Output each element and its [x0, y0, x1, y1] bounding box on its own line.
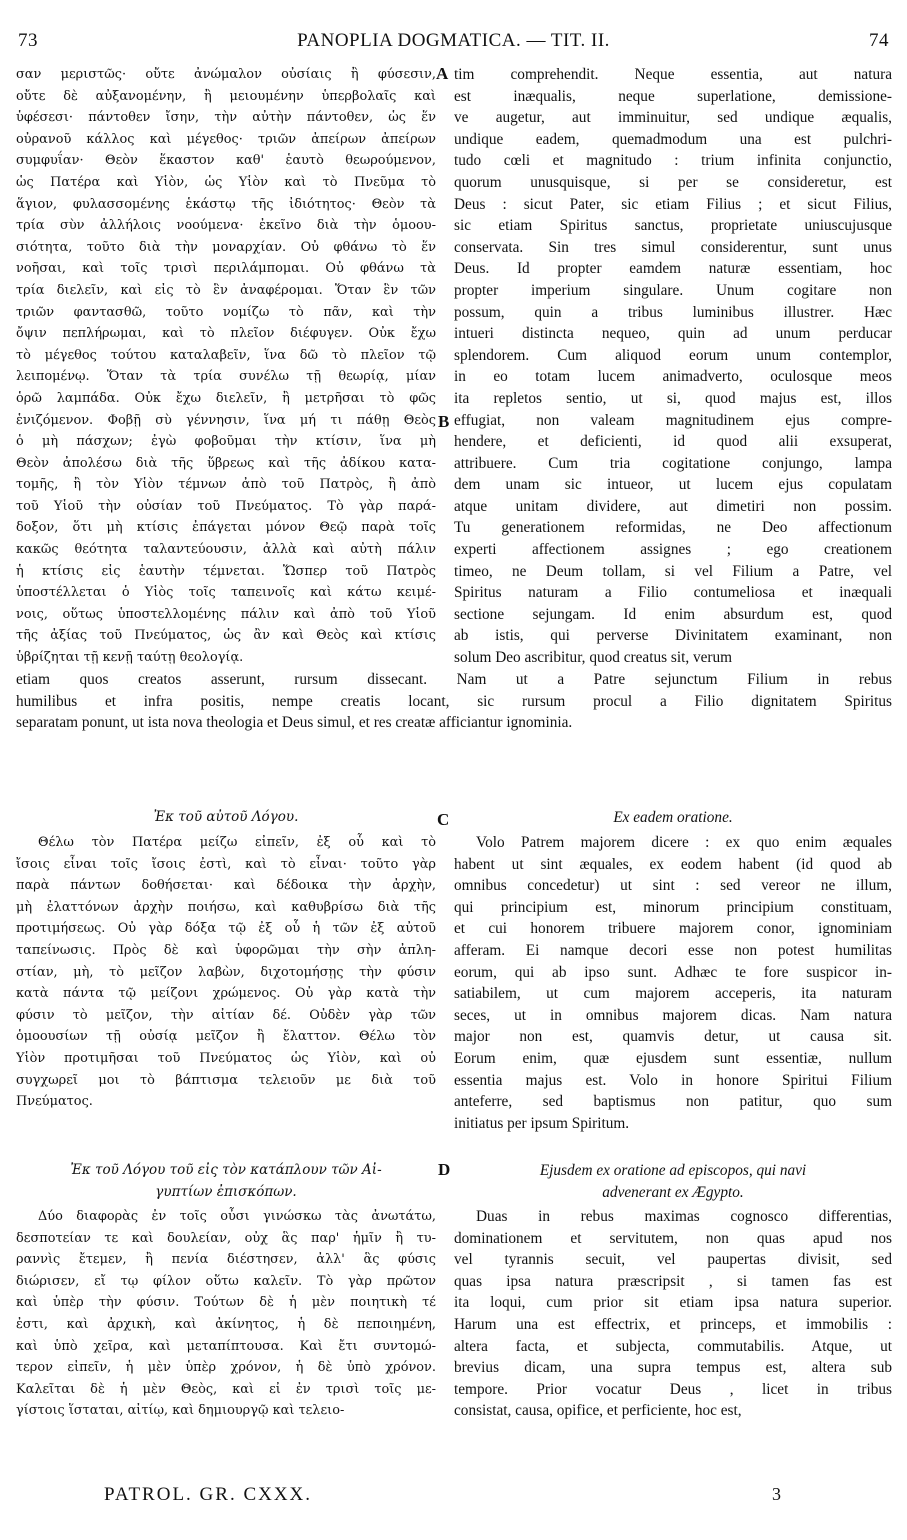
greek-line: δεσποτείαν τε καὶ δουλείαν, οὐχ ἃς παρ' ἡμῖν ἢ τυ- — [16, 1230, 436, 1246]
greek-line: ὡς Πατέρα καὶ Υἱὸν, ὡς Υἱὸν καὶ τὸ Πνεῦμα τὸ — [16, 174, 436, 190]
latin-line: vel tyrannis secuit, vel paupertas divisit, sed — [454, 1251, 892, 1269]
latin-line: undique eadem, quemadmodum una est pulchri- — [454, 130, 892, 148]
latin-line: timeo, ne Deum tollam, si vel Filium a Patre, vel — [454, 562, 892, 580]
greek-line: Θέλω τὸν Πατέρα μείζω εἰπεῖν, ἐξ οὗ καὶ τὸ — [38, 835, 436, 850]
greek-line: παρὰ πάντων δοθήσεται· καὶ δέδοικα τὴν ἀρχὴν, — [16, 878, 436, 894]
greek-line: κατὰ πάντα τῷ μείζονι χρώμενος. Οὐ γὰρ κατὰ τὴν — [16, 986, 436, 1002]
latin-line: consistat, causa, opifice, et perficiente, hoc est, — [454, 1402, 742, 1420]
greek-line: ταπείνωσις. Πρὸς δὲ καὶ ὑφορῶμαι τὴν σὴν ἀπλη- — [16, 942, 436, 958]
latin-line: ve augetur, aut imminuitur, sed undique æqualis, — [454, 109, 892, 127]
latin-line: eorum, qui ab ipso sunt. Adhæc te fore suspicor in- — [454, 963, 892, 981]
greek-line: καὶ ὑπὸ χεῖρα, καὶ μεταπίπτουσα. Καὶ ἔτι συντομώ- — [16, 1338, 436, 1354]
greek-heading-line: γυπτίων ἐπισκόπων. — [155, 1183, 297, 1200]
latin-line: effugiat, non valeam magnitudinem ejus compre- — [454, 411, 892, 429]
latin-line: humilibus et infra positis, nempe creatis locant, sic rursum procul a Filio dignitatem Spiritus — [16, 692, 892, 710]
latin-line: etiam quos creatos asserunt, rursum dissecant. Nam ut a Patre sejunctum Filium in rebus — [16, 671, 892, 688]
greek-line: γίστοις ἵσταται, αἰτίῳ, καὶ δημιουργῷ καὶ τελειο- — [16, 1403, 345, 1419]
latin-line: experti affectionem assignes ; ego creationem — [454, 541, 892, 559]
latin-line: altera facta, et subjecta, commutabilis. Atque, ut — [454, 1337, 892, 1355]
latin-line: intueri distincta nequeo, quin ad unum perducar — [454, 325, 892, 343]
greek-line: τῆς ἀξίας τοῦ Πνεύματος, ὡς ἂν καὶ Θεὸς καὶ κτίσις — [16, 628, 436, 644]
latin-column-section-2 — [454, 832, 892, 1134]
greek-line: συγχωρεῖ μοι τὸ βάπτισμα τελειοῦν με διὰ τοῦ — [16, 1072, 436, 1088]
latin-heading-section-2: Ex eadem oratione. — [613, 809, 733, 826]
greek-column-section-3 — [16, 1206, 436, 1422]
latin-heading-line: Ejusdem ex oratione ad episcopos, qui navi — [539, 1162, 807, 1179]
latin-line: attribuere. Cum tria cogitatione conjungo, lampa — [454, 454, 892, 472]
latin-line: ita loqui, cum prior sit etiam ipsa natura superior. — [454, 1294, 892, 1312]
latin-line: initiatus per ipsum Spiritum. — [454, 1114, 630, 1132]
greek-line: τερον εἰπεῖν, ἡ μὲν ὑπὲρ χρόνον, ἡ δὲ ὑπὸ χρόνον. — [16, 1360, 436, 1376]
latin-heading-line: advenerant ex Ægypto. — [602, 1183, 744, 1201]
latin-line: habent ut sint æquales, ex eodem habent (id quod ab — [454, 855, 892, 873]
greek-line: σιότητα, τοῦτο διὰ τὴν μοναρχίαν. Οὐ φθάνω τὸ ἕν — [16, 239, 436, 255]
greek-line: ὑβρίζηται τῇ κενῇ ταύτῃ θεολογίᾳ. — [16, 650, 244, 666]
latin-heading-section-3 — [454, 1160, 892, 1203]
latin-line: ab istis, qui perverse Divinitatem examinant, non — [454, 627, 892, 645]
greek-line: ἐστι, καὶ ἀρχικὴ, καὶ ἀκίνητος, ἡ δὲ πεποιημένη, — [16, 1316, 436, 1332]
latin-line: ita repletos sentio, ut si, quod majus est, illos — [454, 389, 892, 407]
latin-line: et cui honorem tribuere majorem conor, ignominiam — [454, 920, 892, 938]
margin-letter-b: B — [438, 412, 450, 431]
greek-line: Υἱὸν προτιμῆσαι τοῦ Πνεύματος ὡς Υἱὸν, καὶ οὐ — [16, 1050, 436, 1066]
latin-line: Tu generationem reformidas, ne Deo affectionum — [454, 519, 892, 537]
greek-line: κακῶς θεότητα ταλαντεύουσιν, ἀλλὰ καὶ αὐτὴ πάλιν — [16, 542, 436, 558]
latin-line: tudo cœli et magnitudo : trium infinita conjunctio, — [454, 152, 892, 170]
greek-column-section-1 — [16, 64, 436, 669]
latin-line: hendere, et deficienti, id quod alii exsuperat, — [454, 433, 892, 451]
latin-line: afferam. Ei namque decori esse non potest humilitas — [454, 941, 892, 959]
latin-line: tempore. Prior vocatur Deus , licet in tribus — [454, 1380, 892, 1398]
latin-line: sic etiam Spiritus sanctus, proprietate uniuscujusque — [454, 217, 892, 235]
latin-line: propter imperium singulare. Unum cogitare non — [454, 281, 892, 299]
latin-column-section-1 — [454, 64, 892, 669]
latin-line: Spiritus naturam a Filio contumeliosa et inæquali — [454, 584, 892, 602]
greek-heading-line: Ἐκ τοῦ Λόγου τοῦ εἰς τὸν κατάπλουν τῶν Αἰ- — [70, 1162, 382, 1178]
latin-line: brevius dicam, una supra tempus est, altera sub — [454, 1359, 892, 1377]
latin-line: omnibus concedetur) ut sint : sed vereor ne illum, — [454, 877, 892, 895]
latin-line: dem unam sic intueor, ut lucem ejus copulatam — [454, 476, 892, 494]
latin-line: Deus : sicut Pater, sic etiam Filius ; et sicut Filius, — [454, 195, 892, 213]
page-header — [18, 30, 889, 54]
greek-line: τομῆς, ἢ τὸν Υἱὸν τέμνων ἀπὸ τοῦ Πατρὸς, ἢ ἀπὸ — [16, 477, 436, 493]
greek-line: ἅγιον, φυλασσομένης ἑκάστῳ τῆς ἰδιότητος· Θεὸν τὰ — [16, 196, 436, 212]
greek-heading-section-3 — [16, 1160, 436, 1203]
footer-signature-mark: PATROL. GR. CXXX. — [104, 1484, 313, 1505]
greek-line: προτιμήσεως. Οὐ γὰρ δόξα τῷ ἐξ οὗ ἡ τῶν ἐξ αὐτοῦ — [16, 921, 436, 937]
greek-line: ὁμοουσίων τῇ οὐσίᾳ μεῖζον ἢ ἔλαττον. Θέλω τὸν — [16, 1029, 436, 1045]
latin-line: possum, quin a tribus luminibus illustrer. Hæc — [454, 303, 892, 321]
greek-line: διώρισεν, εἴ τῳ φίλον οὕτω καλεῖν. Τὸ γὰρ πρῶτον — [16, 1273, 436, 1289]
latin-column-section-3 — [454, 1206, 892, 1422]
greek-line: τρία σὺν ἀλλήλοις νοούμενα· ἐκεῖνο διὰ τὴν ὁμοου- — [16, 218, 436, 234]
greek-line: στίαν, μὴ, τὸ μεῖζον λαβὼν, διχοτομήσῃς τὴν φύσιν — [16, 964, 436, 980]
latin-line: dominationem et servitutem, non quas apud nos — [454, 1229, 892, 1247]
latin-line: tim comprehendit. Neque essentia, aut natura — [454, 66, 892, 83]
greek-line: δοξον, ὅτι μὴ κτίσις ἐπάγεται μόνον Θεῷ παρὰ τοῖς — [16, 520, 436, 536]
latin-line: qui principium est, minorum principium constituam, — [454, 898, 892, 916]
greek-line: τὸ μέγεθος τούτου καταλαβεῖν, ἵνα δῶ τὸ πλεῖον τῷ — [16, 347, 436, 363]
greek-line: Καλεῖται δὲ ἡ μὲν Θεὸς, καὶ εἰ ἐν τρισὶ τοῖς με- — [16, 1381, 436, 1397]
latin-line: seces, ut in omnibus majorem dicas. Nam natura — [454, 1006, 892, 1024]
greek-line: τρία διελεῖν, καὶ εἰς τὸ ἓν ἀναφέρομαι. Ὅταν ἓν τῶν — [16, 282, 436, 298]
latin-line: essentia majus est. Volo in honore Spiritui Filium — [454, 1071, 892, 1089]
latin-line: separatam ponunt, ut ista nova theologia et Deus simul, et res creatæ afficiantur ignominia. — [16, 714, 573, 732]
latin-line: conservata. Sin tres simul considerentur, sunt unus — [454, 238, 892, 256]
latin-line: atque unitam dividere, aut dimetiri non possim. — [454, 497, 892, 515]
greek-line: Πνεύματος. — [16, 1094, 93, 1110]
greek-line: συμφυΐαν· Θεὸν ἕκαστον καθ' ἑαυτὸ θεωρούμενον, — [16, 153, 436, 169]
latin-line: major non est, quamvis detur, ut causa sit. — [454, 1028, 892, 1046]
running-title: PANOPLIA DOGMATICA. — TIT. II. — [297, 30, 610, 51]
latin-line: Duas in rebus maximas cognosco differentias, — [476, 1208, 892, 1225]
greek-line: ὄψιν πεπλήρωμαι, καὶ τὸ πλεῖον διέφυγεν. Οὐκ ἔχω — [16, 326, 436, 342]
greek-line: ἑνιζόμενον. Φοβῇ σὺ γέννησιν, ἵνα μή τι πάθῃ Θεὸς — [16, 412, 436, 428]
latin-line: Eorum enim, quæ ejusdem sunt essentiæ, nullum — [454, 1049, 892, 1067]
greek-line: οὔτε δὲ αὐξανομένην, ἢ μειουμένην ὑπερβολαῖς καὶ — [16, 88, 436, 104]
greek-line: τριῶν φαντασθῶ, τοῦτο νομίζω τὸ πᾶν, καὶ τὴν — [16, 304, 436, 320]
margin-letter-d: D — [438, 1160, 451, 1179]
greek-line: ραννὶς ἔτεμεν, ἢ πενία διέστησεν, ἀλλ' ἃς φύσις — [16, 1252, 436, 1268]
latin-line: sectione sejungam. Id enim absurdum est, quod — [454, 605, 892, 623]
greek-line: σαν μεριστῶς· οὔτε ἀνώμαλον οὐσίαις ἢ φύσεσιν, — [16, 67, 436, 82]
greek-line: μὴ ἐλαττόνων ἀρχὴν ποιήσω, καὶ καθυβρίσω διὰ τῆς — [16, 899, 436, 915]
page-number-right: 74 — [869, 30, 889, 51]
latin-line: quorum unusquisque, si per se consideretur, est — [454, 173, 892, 191]
greek-line: ὑφέσεσι· πάντοθεν ἴσην, τὴν αὐτὴν πάντοθεν, ὡς ἕν — [16, 110, 436, 126]
greek-line: ὑποστέλλεται ὁ Υἱὸς τοῖς ταπεινοῖς καὶ κάτω κειμέ- — [16, 585, 436, 601]
greek-line: ὁ μὴ πάσχων; ἐγὼ φοβοῦμαι τὴν κτίσιν, ἵνα μὴ — [16, 434, 436, 450]
footer-gathering-number: 3 — [772, 1484, 781, 1504]
latin-line: splendorem. Cum aliquod eorum unum contemplor, — [454, 346, 892, 364]
greek-line: οὐρανοῦ κάλλος καὶ μέγεθος· τριῶν ἀπείρων ἀπείρων — [16, 131, 436, 147]
greek-line: νοις, οὕτως ὑποστελλομένης πάλιν καὶ ἀπὸ τοῦ Υἱοῦ — [16, 606, 436, 622]
latin-line: Volo Patrem majorem dicere : ex quo enim æquales — [476, 834, 892, 851]
page-number-left: 73 — [18, 30, 38, 51]
greek-line: φύσιν τὸ μεῖζον, τὴν αἰτίαν δέ. Οὐδὲν γὰρ τῶν — [16, 1007, 436, 1023]
greek-line: ἴσοις εἶναι τοῖς ἴσοις ἐστὶ, καὶ τὸ εἶναι· τοῦτο γὰρ — [16, 856, 436, 872]
greek-line: ὁρῶ λαμπάδα. Οὐκ ἔχω διελεῖν, ἢ μετρῆσαι τὸ φῶς — [16, 390, 436, 406]
greek-line: Δύο διαφορὰς ἐν τοῖς οὖσι γινώσκω τὰς ἀνωτάτω, — [38, 1209, 436, 1224]
margin-letter-c: C — [437, 810, 450, 829]
greek-heading-section-2: Ἐκ τοῦ αὐτοῦ Λόγου. — [153, 809, 299, 825]
latin-line: solum Deo ascribitur, quod creatus sit, verum — [454, 649, 733, 667]
greek-column-section-2 — [16, 832, 436, 1113]
latin-line: quas ipsa natura præscripsit , si tamen fas est — [454, 1272, 892, 1290]
latin-line: in eo totam lucem animadverto, oculosque meos — [454, 368, 892, 386]
greek-line: καὶ ὑπὲρ τὴν φύσιν. Τούτων δὲ ἡ μὲν ποιητικὴ τέ — [16, 1295, 436, 1311]
latin-line: satiabilem, ut cum majorem acceperis, ita naturam — [454, 985, 892, 1003]
full-width-latin-continuation — [16, 669, 892, 734]
greek-line: λειπομένῳ. Ὅταν τὰ τρία συνέλω τῇ θεωρίᾳ, μίαν — [16, 369, 436, 385]
greek-line: ἡ κτίσις εἰς ἑαυτὴν τέμνεται. Ὥσπερ τοῦ Πατρὸς — [16, 563, 436, 579]
margin-letter-a: A — [436, 64, 449, 83]
latin-line: Deus. Id propter eamdem naturæ essentiam, hoc — [454, 260, 892, 278]
latin-line: est inæqualis, neque superlatione, demissione- — [454, 87, 892, 105]
greek-line: Θεὸν ἀπολέσω διὰ τῆς ὕβρεως καὶ τῆς ἀδίκου κατα- — [16, 455, 436, 471]
latin-line: anteferre, sed baptismus non patitur, quo sum — [454, 1093, 892, 1111]
greek-line: νοῆσαι, καὶ τοῖς τρισὶ περιλάμπομαι. Οὐ φθάνω τὰ — [16, 261, 436, 277]
greek-line: τοῦ Υἱοῦ τὴν οὐσίαν τοῦ Πνεύματος. Τὸ γὰρ παρά- — [16, 498, 436, 514]
latin-line: Harum una est effectrix, et princeps, et immobilis : — [454, 1315, 892, 1333]
